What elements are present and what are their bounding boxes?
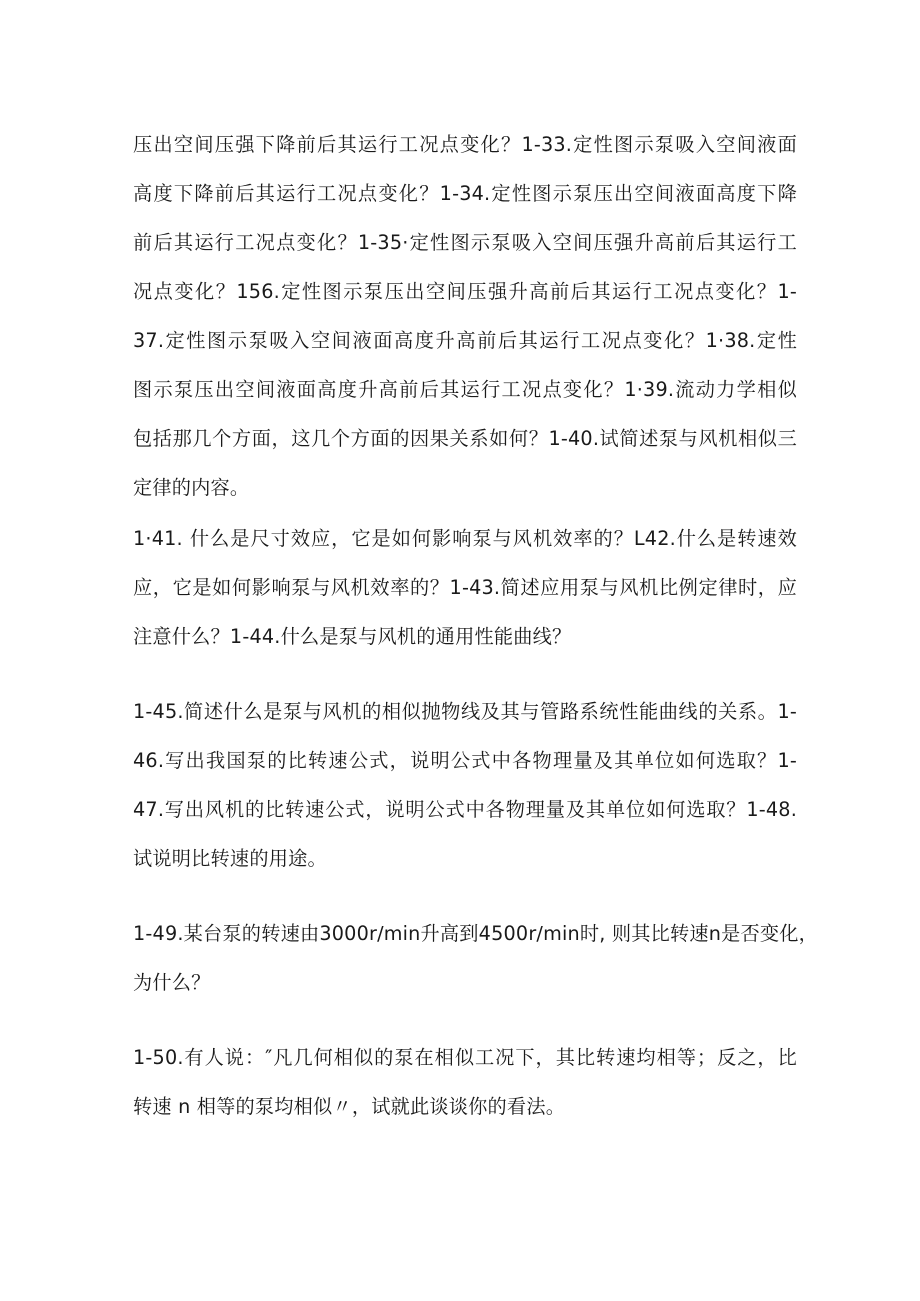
text-line: 47.写出风机的比转速公式，说明公式中各物理量及其单位如何选取？1-48. <box>133 798 797 821</box>
paragraph-questions-1-41-to-1-44 <box>133 514 797 661</box>
text-line: 图示泵压出空间液面高度升高前后其运行工况点变化？1·39.流动力学相似 <box>133 378 797 401</box>
text-line: 包括那几个方面，这几个方面的因果关系如何？1-40.试简述泵与风机相似三 <box>133 427 797 450</box>
text-line: 1-50.有人说：″凡几何相似的泵在相似工况下，其比转速均相等；反之，比 <box>133 1046 797 1069</box>
text-line: 46.写出我国泵的比转速公式，说明公式中各物理量及其单位如何选取？1- <box>133 749 797 772</box>
text-line: 为什么？ <box>133 971 211 994</box>
text-line: 37.定性图示泵吸入空间液面高度升高前后其运行工况点变化？1·38.定性 <box>133 329 797 352</box>
paragraph-questions-1-33-to-1-40 <box>133 120 797 512</box>
text-line: 转速 n 相等的泵均相似〃，试就此谈谈你的看法。 <box>133 1095 566 1118</box>
text-line: 前后其运行工况点变化？1-35·定性图示泵吸入空间压强升高前后其运行工 <box>133 231 797 254</box>
paragraph-questions-1-45-to-1-48 <box>133 687 797 883</box>
text-line: 应，它是如何影响泵与风机效率的？1-43.简述应用泵与风机比例定律时，应 <box>133 576 797 599</box>
text-line: 1·41. 什么是尺寸效应，它是如何影响泵与风机效率的？L42.什么是转速效 <box>133 527 797 550</box>
text-line: 1-45.简述什么是泵与风机的相似抛物线及其与管路系统性能曲线的关系。1- <box>133 700 797 723</box>
text-line: 定律的内容。 <box>133 476 250 499</box>
text-line: 压出空间压强下降前后其运行工况点变化？1-33.定性图示泵吸入空间液面 <box>133 133 797 156</box>
text-line: 1-49.某台泵的转速由3000r∕min升高到4500r∕min时, 则其比转速n是否变化， <box>133 922 819 945</box>
paragraph-question-1-49 <box>133 909 819 1007</box>
text-line: 高度下降前后其运行工况点变化？1-34.定性图示泵压出空间液面高度下降 <box>133 182 797 205</box>
text-line: 试说明比转速的用途。 <box>133 847 327 870</box>
text-line: 注意什么？1-44.什么是泵与风机的通用性能曲线？ <box>133 625 572 648</box>
paragraph-question-1-50 <box>133 1033 797 1131</box>
text-line: 况点变化？156.定性图示泵压出空间压强升高前后其运行工况点变化？1- <box>133 280 797 303</box>
